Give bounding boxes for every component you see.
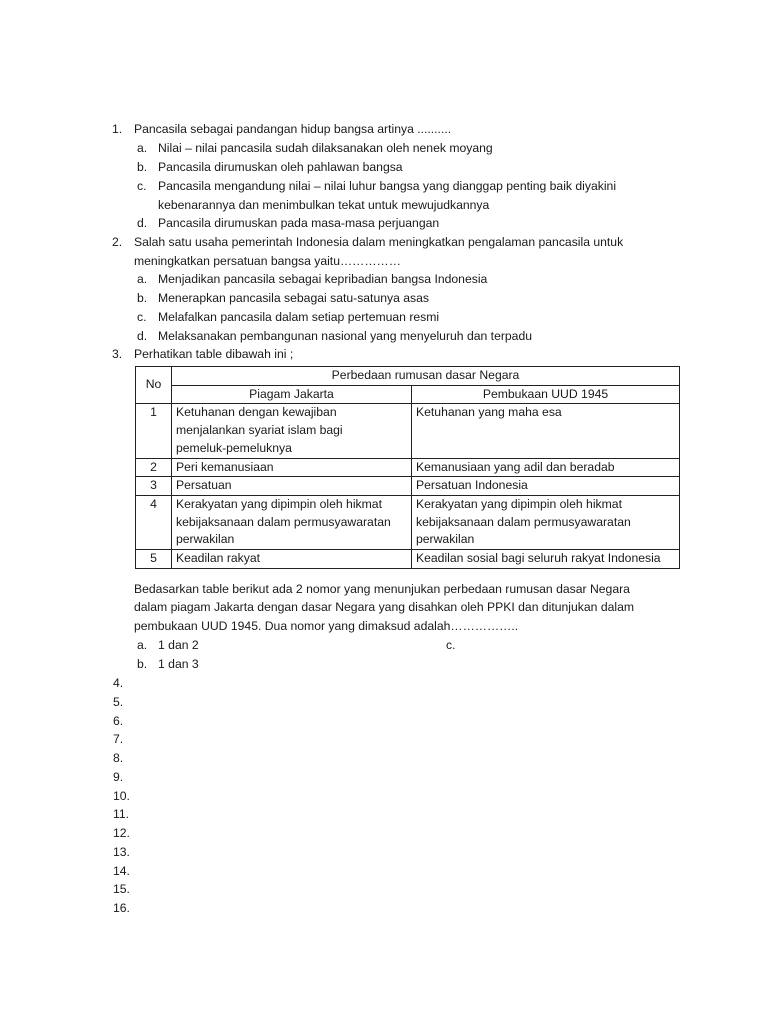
row-number: 1	[136, 404, 172, 458]
option-text: 1 dan 3	[158, 657, 199, 671]
empty-question-number: 11.	[113, 807, 130, 822]
empty-question-number: 10.	[113, 788, 130, 803]
option-letter: d.	[137, 329, 148, 343]
piagam-cell	[172, 495, 412, 549]
option-text: Pancasila dirumuskan pada masa-masa perjuangan	[158, 216, 440, 230]
piagam-cell: Peri kemanusiaan	[172, 458, 412, 477]
row-number: 3	[136, 477, 172, 496]
cell-line: pemeluk-pemeluknya	[176, 440, 292, 455]
option-letter: c.	[137, 179, 147, 193]
table-row	[136, 495, 680, 549]
option-letter: b.	[137, 657, 148, 671]
option-text: Menerapkan pancasila sebagai satu-satunya asas	[158, 291, 430, 305]
cell-line: Kerakyatan yang dipimpin oleh hikmat	[416, 496, 622, 511]
option-text: Menjadikan pancasila sebagai kepribadian bangsa Indonesia	[158, 272, 488, 286]
cell-line: perwakilan	[416, 532, 475, 547]
table-row	[136, 404, 680, 458]
option-letter: b.	[137, 291, 148, 305]
question-text: Salah satu usaha pemerintah Indonesia dalam meningkatkan pengalaman pancasila untuk	[134, 235, 624, 249]
table-row	[136, 550, 680, 569]
option-text: Melafalkan pancasila dalam setiap pertemuan resmi	[158, 310, 440, 324]
pembukaan-uud-header: Pembukaan UUD 1945	[412, 385, 680, 404]
option-text: Nilai – nilai pancasila sudah dilaksanakan oleh nenek moyang	[158, 141, 493, 155]
question-text-continued: meningkatkan persatuan bangsa yaitu……………	[134, 254, 401, 268]
empty-question-number: 13.	[113, 844, 130, 859]
option-text: Pancasila mengandung nilai – nilai luhur bangsa yang dianggap penting baik diyakini	[158, 179, 617, 193]
comparison-table	[135, 366, 680, 569]
option-text-continued: kebenarannya dan menimbulkan tekat untuk mewujudkannya	[158, 198, 490, 212]
cell-line: Kerakyatan yang dipimpin oleh hikmat	[176, 496, 382, 511]
cell-line: menjalankan syariat islam bagi	[176, 423, 343, 438]
empty-question-number: 14.	[113, 863, 130, 878]
question-text: Pancasila sebagai pandangan hidup bangsa artinya ..........	[134, 122, 452, 136]
option-letter: a.	[137, 638, 148, 652]
row-number: 4	[136, 495, 172, 549]
cell-line: Ketuhanan dengan kewajiban	[176, 405, 337, 420]
empty-question-number: 12.	[113, 826, 130, 840]
uud-cell: Ketuhanan yang maha esa	[412, 404, 680, 458]
table-row	[136, 477, 680, 496]
empty-question-number: 7.	[113, 732, 124, 747]
option-letter: c.	[137, 310, 147, 324]
uud-cell: Persatuan Indonesia	[412, 477, 680, 496]
empty-question-number: 5.	[113, 694, 124, 709]
piagam-cell: Persatuan	[172, 477, 412, 496]
empty-question-number: 8.	[113, 751, 124, 765]
question-number: 3.	[112, 347, 123, 361]
row-number: 5	[136, 550, 172, 569]
piagam-jakarta-header: Piagam Jakarta	[172, 385, 412, 404]
row-number: 2	[136, 458, 172, 477]
option-text: Melaksanakan pembangunan nasional yang menyeluruh dan terpadu	[158, 329, 533, 343]
paragraph-text: Bedasarkan table berikut ada 2 nomor yang menunjukan perbedaan rumusan dasar Negara	[134, 582, 630, 596]
option-text: Pancasila dirumuskan oleh pahlawan bangsa	[158, 160, 403, 174]
uud-cell: Keadilan sosial bagi seluruh rakyat Indonesia	[412, 550, 680, 569]
no-header: No	[136, 367, 172, 404]
cell-line: kebijaksanaan dalam permusyawaratan	[176, 514, 391, 529]
empty-question-number: 4.	[113, 676, 124, 690]
cell-line: kebijaksanaan dalam permusyawaratan	[416, 514, 631, 529]
question-text: Perhatikan table dibawah ini ;	[134, 347, 294, 361]
option-letter: a.	[137, 272, 148, 286]
cell-line: perwakilan	[176, 532, 235, 547]
piagam-cell	[172, 404, 412, 458]
table-row	[136, 458, 680, 477]
option-letter: b.	[137, 160, 148, 174]
empty-question-number: 16.	[113, 901, 130, 915]
question-number: 1.	[112, 122, 123, 136]
option-letter: d.	[137, 216, 148, 230]
group-header: Perbedaan rumusan dasar Negara	[172, 367, 680, 386]
option-text: 1 dan 2	[158, 638, 199, 652]
empty-question-number: 6.	[113, 713, 124, 728]
empty-question-number: 9.	[113, 769, 124, 784]
paragraph-text: pembukaan UUD 1945. Dua nomor yang dimaksud adalah……………..	[134, 619, 519, 633]
uud-cell	[412, 495, 680, 549]
option-letter-c: c.	[446, 638, 456, 652]
empty-question-number: 15.	[113, 882, 130, 897]
paragraph-text: dalam piagam Jakarta dengan dasar Negara yang disahkan oleh PPKI dan ditunjukan dalam	[134, 600, 635, 614]
option-letter: a.	[137, 141, 148, 155]
piagam-cell: Keadilan rakyat	[172, 550, 412, 569]
question-number: 2.	[112, 235, 123, 249]
uud-cell: Kemanusiaan yang adil dan beradab	[412, 458, 680, 477]
